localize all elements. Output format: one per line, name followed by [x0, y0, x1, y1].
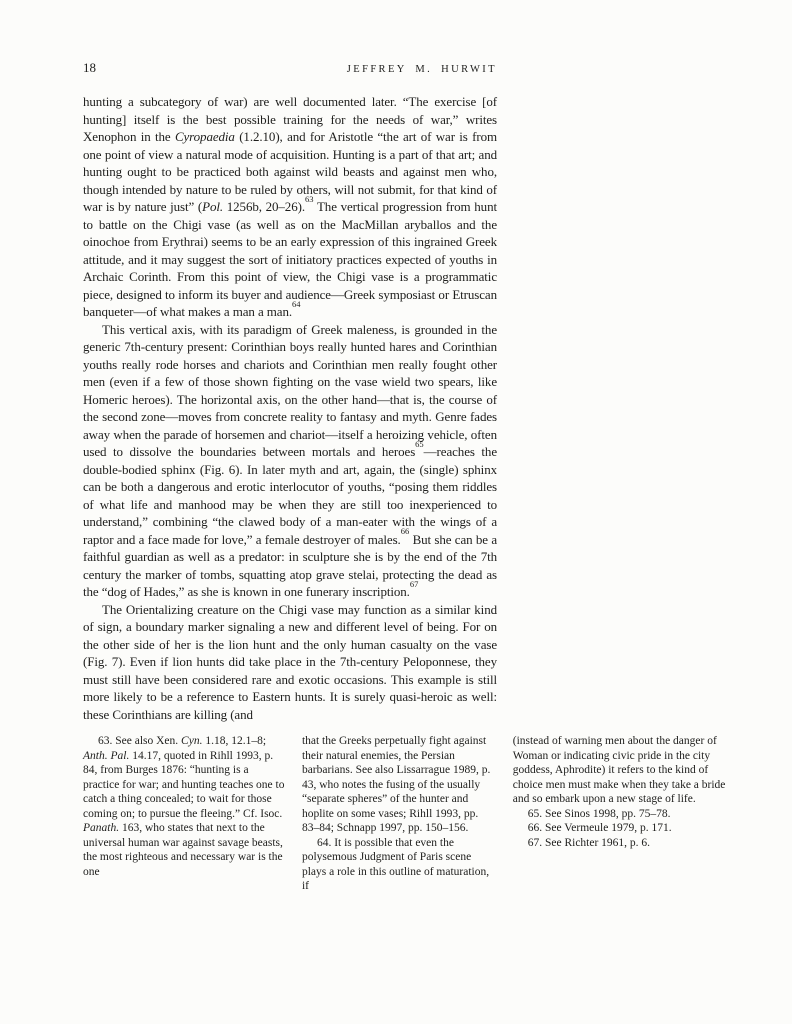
text-run: 14.17, quoted in Rihll 1993, p. 84, from Burges 1876: “hunting is a practice for war; and hunting teaches one to catch a thing concealed; to wait for those coming on; to pursue the fleeing.” Cf. Isoc.: [83, 749, 285, 820]
running-header: [83, 60, 497, 76]
text-run: 66. See Vermeule 1979, p. 171.: [527, 822, 672, 834]
page-content: [83, 93, 733, 894]
paragraph: [513, 836, 733, 851]
paragraph: [83, 93, 497, 321]
footnotes-section: [83, 734, 733, 894]
paragraph: [83, 601, 497, 724]
paragraph: [513, 807, 733, 822]
paragraph: [513, 734, 733, 807]
text-run: that the Greeks perpetually fight against their natural enemies, the Persian barbarians. See also Lissarrague 1989, p. 43, who notes the fusing of the usually “separate spheres” of the hunter and hoplite on some vases; Rihll 1993, pp. 83–84; Schnapp 1997, pp. 150–156.: [301, 735, 491, 834]
footnote-column: [513, 734, 733, 894]
page-number: 18: [83, 60, 96, 75]
text-run: This vertical axis, with its paradigm of Greek maleness, is grounded in the generic 7th-century present: Corinthian boys really hunted hares and Corinthian youths really rode horses and chariots and Corinthian men really fought other men (even if a few of those shown fighting on the vase wield two spears, like Homeric heroes). The horizontal axis, on the other hand—that is, the course of the second zone—moves from concrete reality to fantasy and myth. Genre fades away when the parade of horsemen and chariot—itself a heroizing vehicle, often used to dissolve the boundaries between mortals and heroes: [83, 321, 497, 459]
paragraph: [513, 821, 733, 836]
running-head-author: JEFFREY M. HURWIT: [346, 64, 497, 75]
text-run: 65. See Sinos 1998, pp. 75–78.: [527, 807, 671, 820]
footnote-column: [302, 734, 498, 894]
text-run: The vertical progression from hunt to battle on the Chigi vase (as well as on the MacMillan aryballos and the oinochoe from Erythrai) seems to be an early expression of this ingrained Greek attitude, and it may suggest the sort of initiatory practices expected of youths in Archaic Corinth. From this point of view, the Chigi vase is a programmatic piece, designed to inform its buyer and audience—Greek symposiast or Etruscan banqueter—of what makes a man a man.: [83, 199, 497, 319]
text-run: 64. It is possible that even the polysemous Judgment of Paris scene plays a role in this outline of maturation, if: [301, 836, 490, 892]
text-run: 63. See also Xen.: [98, 735, 182, 747]
footnote-ref: 63: [304, 193, 314, 204]
text-run: 163, who states that next to the universal human war against savage beasts, the most righteous and necessary war is the one: [83, 822, 283, 878]
paragraph: [83, 734, 287, 879]
footnote-ref: 65: [415, 438, 424, 449]
text-run: 1.18, 12.1–8;: [202, 735, 267, 747]
paragraph: [83, 321, 497, 601]
italic-text: Pol.: [202, 199, 224, 214]
paragraph: [302, 734, 498, 836]
text-run: The Orientalizing creature on the Chigi vase may function as a similar kind of sign, a boundary marker signaling a new and different level of being. For on the other side of her is the lion hunt and the only human casualty on the vase (Fig. 7). Even if lion hunts did take place in the 7th-century Peloponnese, they must still have been considered rare and exotic occasions. This example is still more likely to be a reference to Eastern hunts. It is surely quasi-heroic as well: these Corinthians are killing (and: [83, 601, 497, 722]
footnote-ref: 67: [409, 578, 419, 589]
footnote-ref: 64: [292, 298, 301, 309]
text-run: —reaches the double-bodied sphinx (Fig. 6). In later myth and art, again, the (single) sphinx can be both a dangerous and erotic interlocutor of youths, “posing them riddles of what life and manhood may be when they are still too inexperienced to understand,” combining “the clawed body of a man-eater with the wings of a raptor and a face made for love,” a female destroyer of males.: [83, 444, 497, 547]
paragraph: [302, 836, 498, 894]
italic-text: Anth. Pal.: [83, 749, 130, 762]
text-run: But she can be a faithful guardian as well as a predator: in sculpture she is by the end of the 7th century the marker of tombs, squatting atop grave stelai, protecting the dead as the “dog of Hades,” as she is known in one funerary inscription.: [83, 531, 497, 599]
italic-text: Panath.: [83, 822, 120, 834]
italic-text: Cyropaedia: [174, 129, 235, 144]
body-text: [83, 93, 497, 723]
footnote-column: [83, 734, 287, 894]
italic-text: Cyn.: [181, 735, 203, 747]
text-run: 1256b, 20–26).: [223, 199, 305, 214]
text-run: (1.2.10), and for Aristotle “the art of war is from one point of view a natural mode of acquisition. Hunting is a part of that art; and hunting ought to be practiced both against wild beasts and against men who, though intended by nature to be ruled by others, will not submit, for that kind of war is by nature just” (: [83, 129, 497, 214]
footnote-ref: 66: [400, 526, 410, 537]
text-run: 67. See Richter 1961, p. 6.: [527, 836, 651, 849]
text-run: hunting a subcategory of war) are well documented later. “The exercise [of hunting] itself is the best possible training for the needs of war,” writes Xenophon in the: [83, 94, 497, 144]
text-run: (instead of warning men about the danger of Woman or indicating civic pride in the city goddess, Aphrodite) it refers to the kind of choice men must make when they take a bride and so embark upon a new stage of life.: [512, 735, 726, 805]
